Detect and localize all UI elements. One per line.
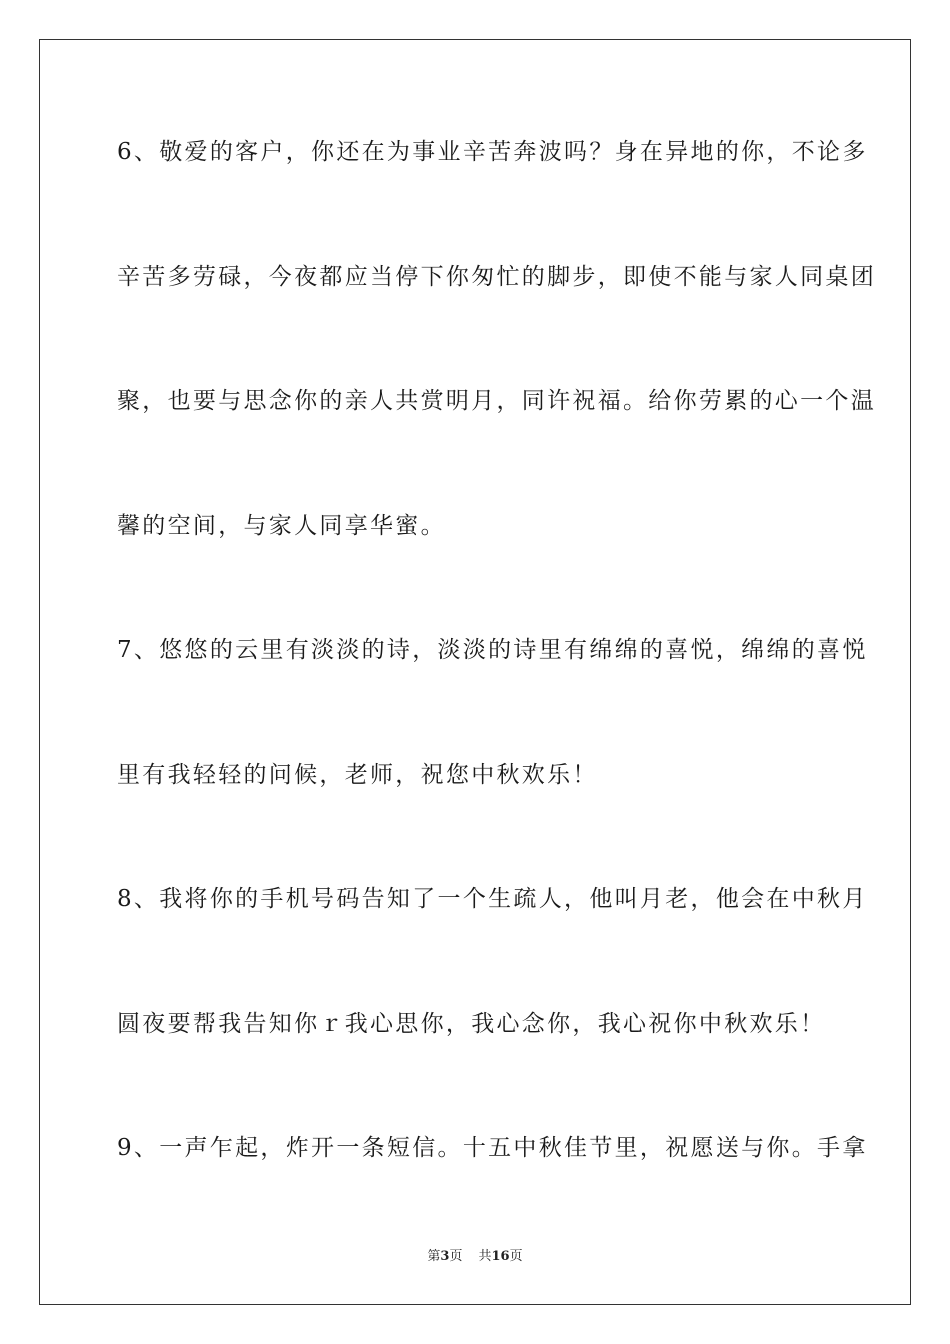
text-line-2: 辛苦多劳碌，今夜都应当停下你匆忙的脚步，即使不能与家人同桌团 [117, 264, 876, 290]
page-prefix: 第 [427, 1249, 441, 1264]
text-line-8: 圆夜要帮我告知你ｒ我心思你，我心念你，我心祝你中秋欢乐！ [117, 1011, 826, 1037]
total-suffix: 页 [509, 1249, 523, 1264]
text-line-1: 6、敬爱的客户，你还在为事业辛苦奔波吗？身在异地的你，不论多 [117, 139, 868, 165]
total-pages: 16 [491, 1249, 510, 1264]
text-line-5: 7、悠悠的云里有淡淡的诗，淡淡的诗里有绵绵的喜悦，绵绵的喜悦 [117, 637, 868, 663]
page-footer [0, 1248, 950, 1266]
total-prefix: 共 [478, 1249, 492, 1264]
text-line-6: 里有我轻轻的问候，老师，祝您中秋欢乐！ [117, 762, 598, 788]
page-border [39, 39, 911, 1305]
text-line-3: 聚，也要与思念你的亲人共赏明月，同许祝福。给你劳累的心一个温 [117, 388, 876, 414]
text-line-7: 8、我将你的手机号码告知了一个生疏人，他叫月老，他会在中秋月 [117, 886, 868, 912]
text-line-9: 9、一声乍起，炸开一条短信。十五中秋佳节里，祝愿送与你。手拿 [117, 1135, 868, 1161]
page-suffix: 页 [449, 1249, 463, 1264]
page-number: 3 [440, 1249, 450, 1264]
text-line-4: 馨的空间，与家人同享华蜜。 [117, 513, 446, 539]
